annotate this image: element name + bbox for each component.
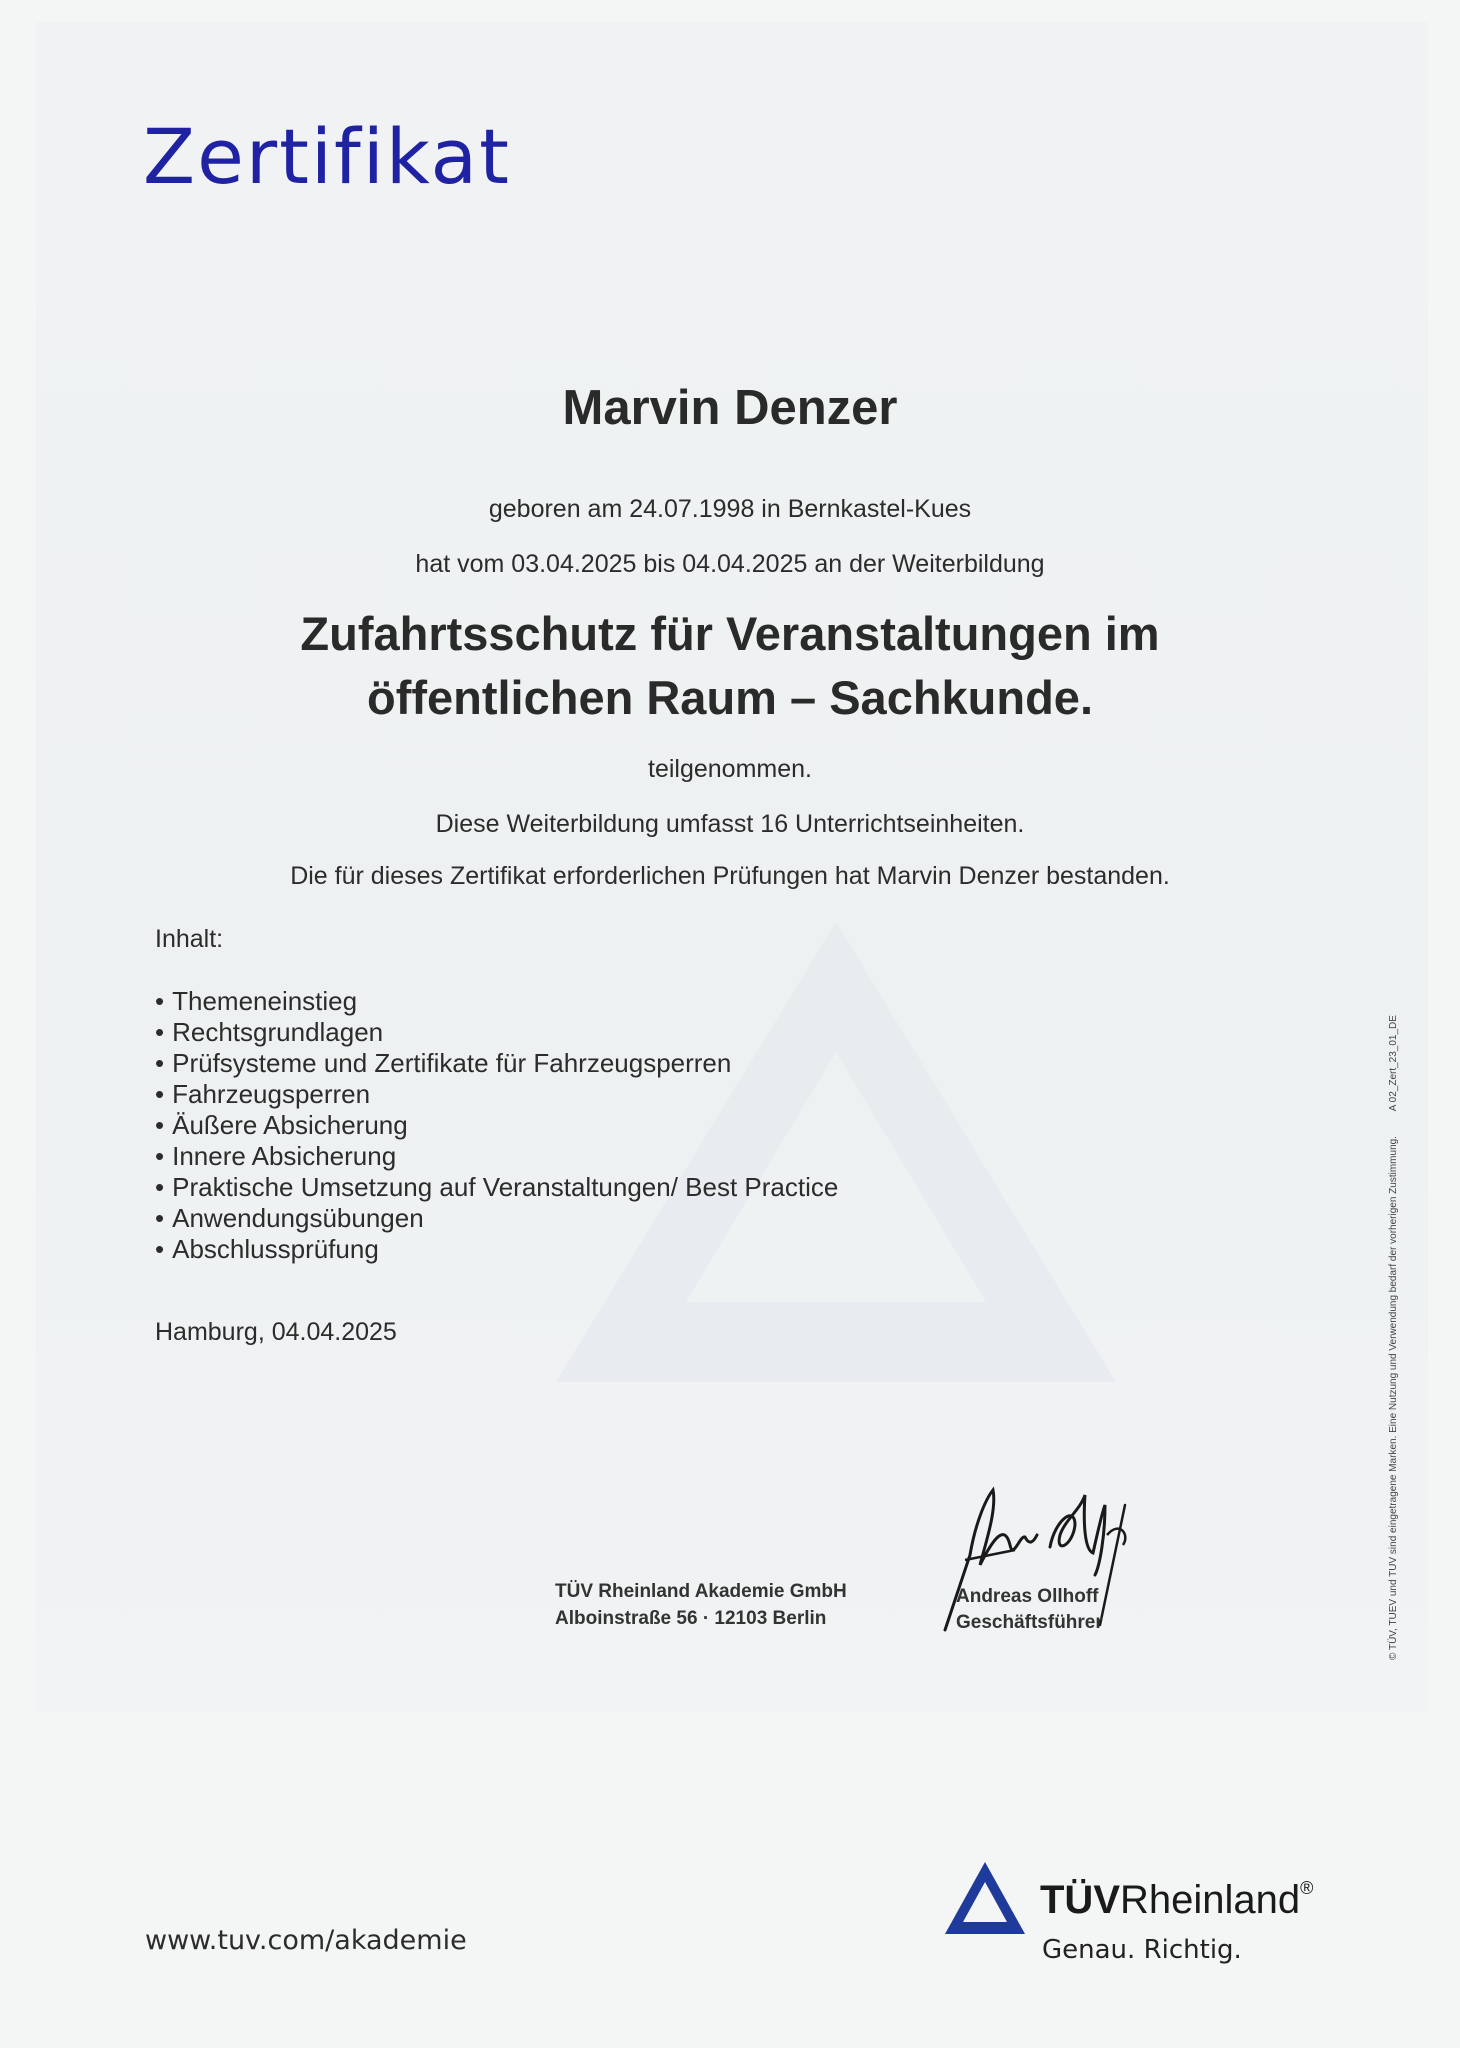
footer-url: www.tuv.com/akademie bbox=[145, 1925, 467, 1956]
content-list bbox=[155, 986, 838, 1265]
list-item: • Prüfsysteme und Zertifikate für Fahrzeugsperren bbox=[155, 1048, 838, 1079]
tuv-triangle-icon bbox=[945, 1862, 1025, 1934]
place-date: Hamburg, 04.04.2025 bbox=[155, 1318, 397, 1346]
participated-line: teilgenommen. bbox=[648, 755, 812, 783]
issuer-block bbox=[555, 1578, 847, 1632]
signatory-name: Andreas Ollhoff bbox=[956, 1586, 1099, 1607]
signatory-block bbox=[956, 1584, 1103, 1636]
issuer-address: Alboinstraße 56 · 12103 Berlin bbox=[555, 1608, 827, 1629]
course-title-line-2: öffentlichen Raum – Sachkunde. bbox=[366, 671, 1094, 724]
passed-line: Die für dieses Zertifikat erforderlichen Prüfungen hat Marvin Denzer bestanden. bbox=[290, 862, 1170, 890]
list-item: • Äußere Absicherung bbox=[155, 1110, 838, 1141]
list-item: • Themeneinstieg bbox=[155, 986, 838, 1017]
legal-side-note bbox=[1388, 760, 1399, 1660]
list-item: • Innere Absicherung bbox=[155, 1141, 838, 1172]
list-item: • Anwendungsübungen bbox=[155, 1203, 838, 1234]
certificate-title: Zertifikat bbox=[143, 112, 511, 201]
brand-bold: TÜV bbox=[1040, 1878, 1120, 1922]
list-item: • Fahrzeugsperren bbox=[155, 1079, 838, 1110]
issuer-company: TÜV Rheinland Akademie GmbH bbox=[555, 1581, 847, 1602]
course-title-line-1: Zufahrtsschutz für Veranstaltungen im bbox=[300, 607, 1160, 660]
recipient-name: Marvin Denzer bbox=[562, 381, 898, 435]
brand-slogan: Genau. Richtig. bbox=[1042, 1935, 1242, 1965]
registered-mark: ® bbox=[1300, 1878, 1314, 1898]
list-item: • Abschlussprüfung bbox=[155, 1234, 838, 1265]
signatory-role: Geschäftsführer bbox=[956, 1612, 1103, 1633]
list-item: • Praktische Umsetzung auf Veranstaltungen/ Best Practice bbox=[155, 1172, 838, 1203]
course-title bbox=[0, 602, 1460, 730]
legal-note-text: © TÜV, TUEV und TUV sind eingetragene Marken. Eine Nutzung und Verwendung bedarf der vorherigen Zustimmung. bbox=[1388, 1136, 1399, 1660]
brand-rest: Rheinland bbox=[1120, 1878, 1301, 1922]
list-item: • Rechtsgrundlagen bbox=[155, 1017, 838, 1048]
birth-line: geboren am 24.07.1998 in Bernkastel-Kues bbox=[488, 495, 972, 523]
units-line: Diese Weiterbildung umfasst 16 Unterrichtseinheiten. bbox=[435, 810, 1025, 838]
brand-name bbox=[1040, 1878, 1313, 1923]
period-line: hat vom 03.04.2025 bis 04.04.2025 an der Weiterbildung bbox=[415, 550, 1045, 578]
content-label: Inhalt: bbox=[155, 925, 224, 953]
document-id: A 02_Zert_23_01_DE bbox=[1388, 1015, 1399, 1112]
